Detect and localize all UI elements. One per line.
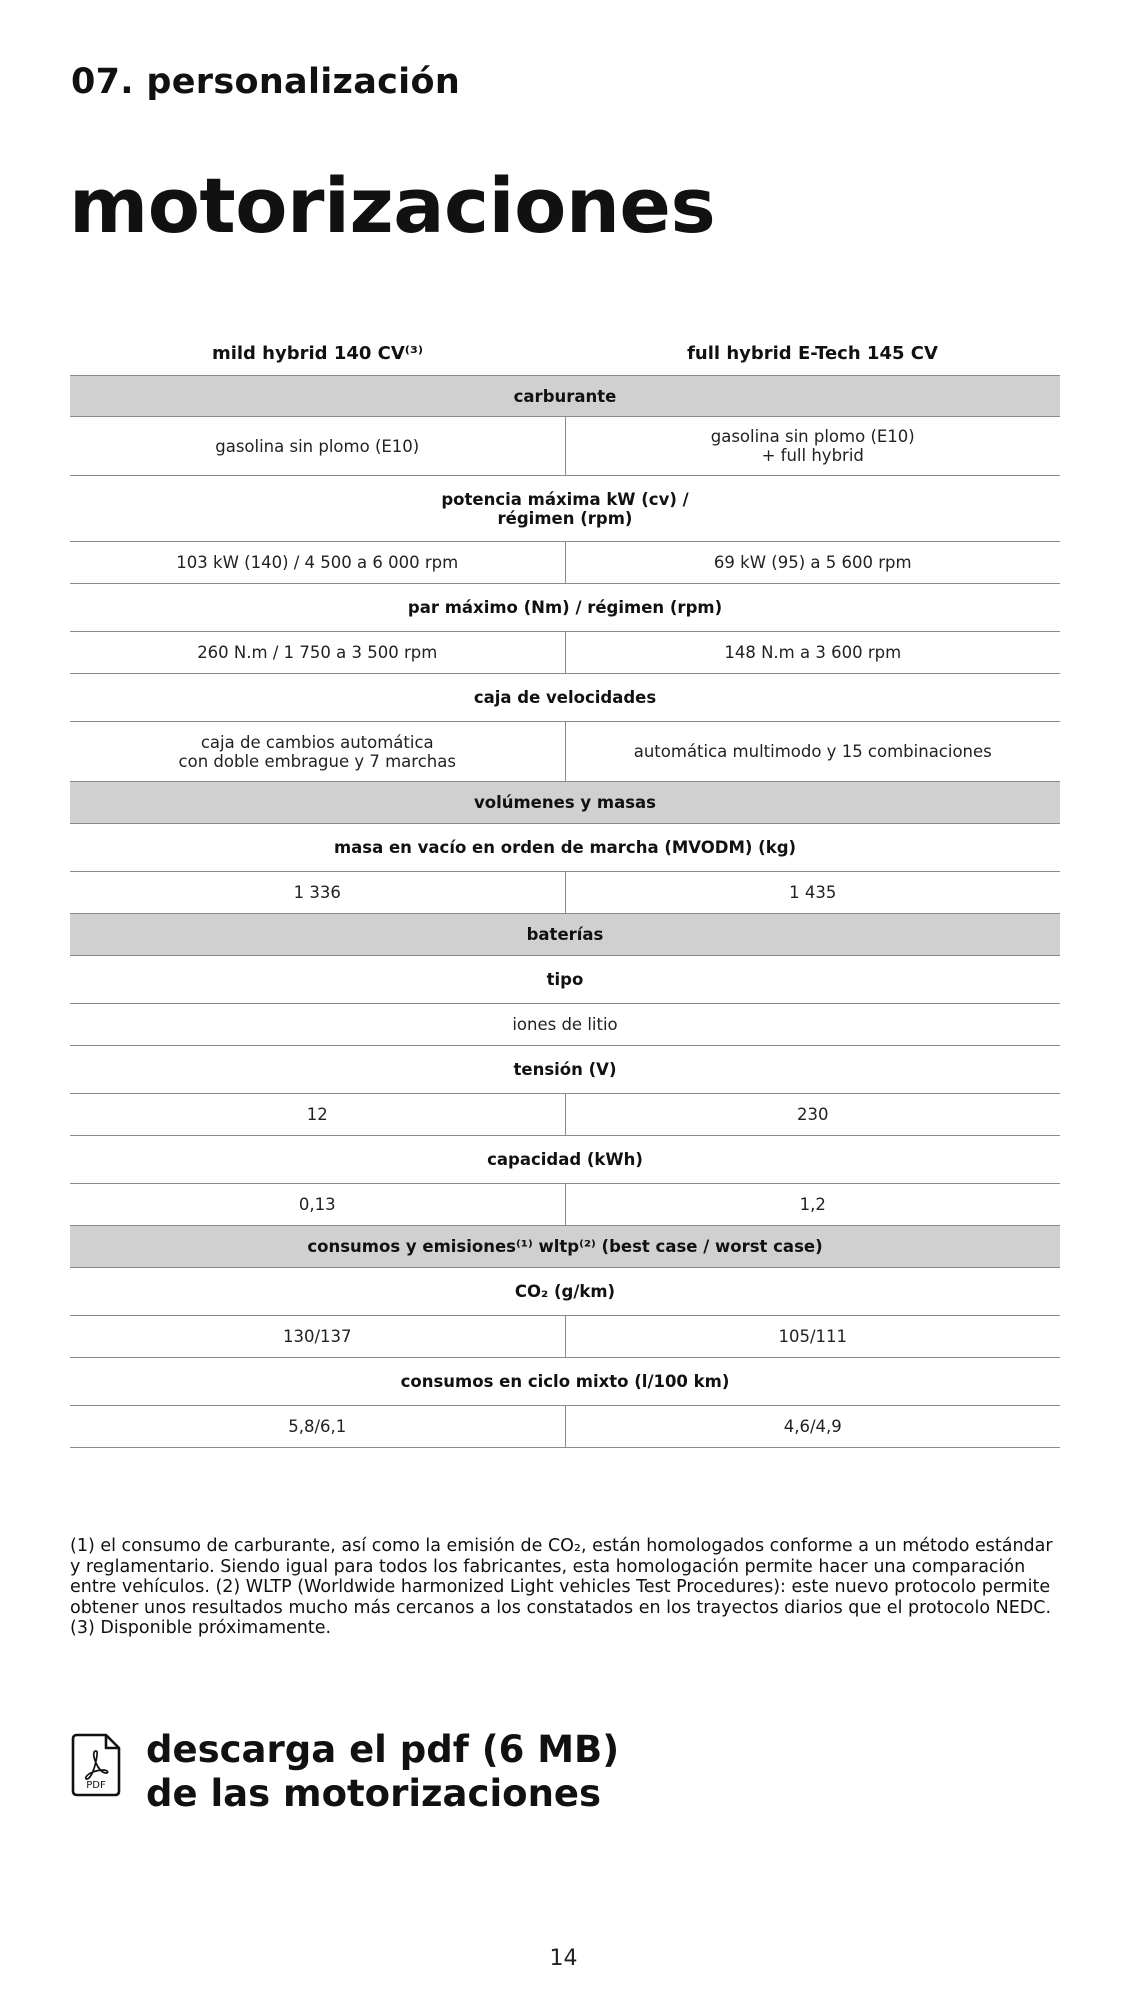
section-row-consumos	[70, 1226, 1060, 1268]
table-row-masa	[70, 872, 1060, 914]
section-row-carburante	[70, 376, 1060, 417]
section-label: carburante	[513, 386, 617, 406]
pdf-file-icon	[70, 1732, 122, 1798]
label-row-co2	[70, 1268, 1060, 1316]
table-cell: 103 kW (140) / 4 500 a 6 000 rpm	[70, 542, 566, 583]
label-row-ciclo	[70, 1358, 1060, 1406]
row-label: potencia máxima kW (cv) / régimen (rpm)	[441, 489, 689, 528]
section-label: consumos y emisiones⁽¹⁾ wltp⁽²⁾ (best case / worst case)	[307, 1237, 823, 1256]
row-label: capacidad (kWh)	[487, 1150, 643, 1169]
table-cell: 1,2	[799, 1195, 826, 1214]
table-row-par	[70, 632, 1060, 674]
table-cell: automática multimodo y 15 combinaciones	[633, 742, 992, 761]
table-row-tension	[70, 1094, 1060, 1136]
table-row-co2	[70, 1316, 1060, 1358]
table-cell: 130/137	[70, 1316, 566, 1357]
download-label[interactable]	[146, 1728, 619, 1816]
table-row-ciclo	[70, 1406, 1060, 1448]
table-cell: 5,8/6,1	[70, 1406, 566, 1447]
table-cell: 105/111	[778, 1327, 848, 1346]
table-cell: 148 N.m a 3 600 rpm	[724, 643, 902, 662]
row-label: CO₂ (g/km)	[514, 1282, 616, 1301]
label-row-caja	[70, 674, 1060, 722]
row-label: caja de velocidades	[473, 688, 657, 707]
label-row-tipo	[70, 956, 1060, 1004]
table-cell: 69 kW (95) a 5 600 rpm	[713, 553, 912, 572]
row-label: tensión (V)	[513, 1060, 617, 1079]
download-line-1: descarga el pdf (6 MB)	[146, 1728, 620, 1771]
label-row-potencia	[70, 476, 1060, 542]
table-cell: gasolina sin plomo (E10) + full hybrid	[710, 427, 915, 465]
table-header-row	[70, 332, 1060, 376]
table-cell: 0,13	[70, 1184, 566, 1225]
table-cell: 230	[797, 1105, 829, 1124]
section-row-baterias	[70, 914, 1060, 956]
table-cell: 12	[70, 1094, 566, 1135]
section-label: volúmenes y masas	[474, 793, 656, 812]
row-label: tipo	[546, 970, 584, 989]
table-cell: 1 336	[70, 872, 566, 913]
table-cell: 4,6/4,9	[783, 1417, 842, 1436]
section-label: baterías	[526, 925, 604, 944]
download-pdf-link[interactable]	[70, 1728, 619, 1816]
section-row-volumenes	[70, 782, 1060, 824]
row-label: masa en vacío en orden de marcha (MVODM) (kg)	[333, 838, 797, 857]
table-row-carburante	[70, 417, 1060, 476]
table-cell: gasolina sin plomo (E10)	[70, 417, 566, 475]
pdf-icon-label: PDF	[86, 1780, 106, 1791]
section-number: 07. personalización	[71, 62, 461, 102]
label-row-par	[70, 584, 1060, 632]
table-cell: iones de litio	[512, 1015, 618, 1034]
row-label: consumos en ciclo mixto (l/100 km)	[400, 1372, 730, 1391]
table-row-caja	[70, 722, 1060, 782]
specs-table	[70, 332, 1060, 1448]
label-row-capacidad	[70, 1136, 1060, 1184]
row-label: par máximo (Nm) / régimen (rpm)	[407, 598, 723, 617]
table-row-capacidad	[70, 1184, 1060, 1226]
table-cell: 260 N.m / 1 750 a 3 500 rpm	[70, 632, 566, 673]
table-row-potencia	[70, 542, 1060, 584]
table-row-tipo	[70, 1004, 1060, 1046]
footnote-text: (1) el consumo de carburante, así como la emisión de CO₂, están homologados conforme a un método estándar y reglamentario. Siendo igual para todos los fabricantes, esta homologación permite hacer una comparación entre vehículos. (2) WLTP (Worldwide harmonized Light vehicles Test Procedures): este nuevo protocolo permite obtener unos resultados mucho más cercanos a los constatados en los trayectos diarios que el protocolo NEDC. (3) Disponible próximamente.	[70, 1536, 1053, 1638]
column-header-full-hybrid: full hybrid E-Tech 145 CV	[687, 343, 938, 364]
download-line-2: de las motorizaciones	[146, 1772, 602, 1815]
page-title: motorizaciones	[69, 161, 716, 250]
page-number: 14	[549, 1946, 578, 1971]
table-cell: caja de cambios automática con doble embrague y 7 marchas	[70, 722, 566, 781]
table-cell: 1 435	[789, 883, 837, 902]
column-header-mild-hybrid: mild hybrid 140 CV⁽³⁾	[211, 343, 424, 364]
label-row-masa	[70, 824, 1060, 872]
label-row-tension	[70, 1046, 1060, 1094]
